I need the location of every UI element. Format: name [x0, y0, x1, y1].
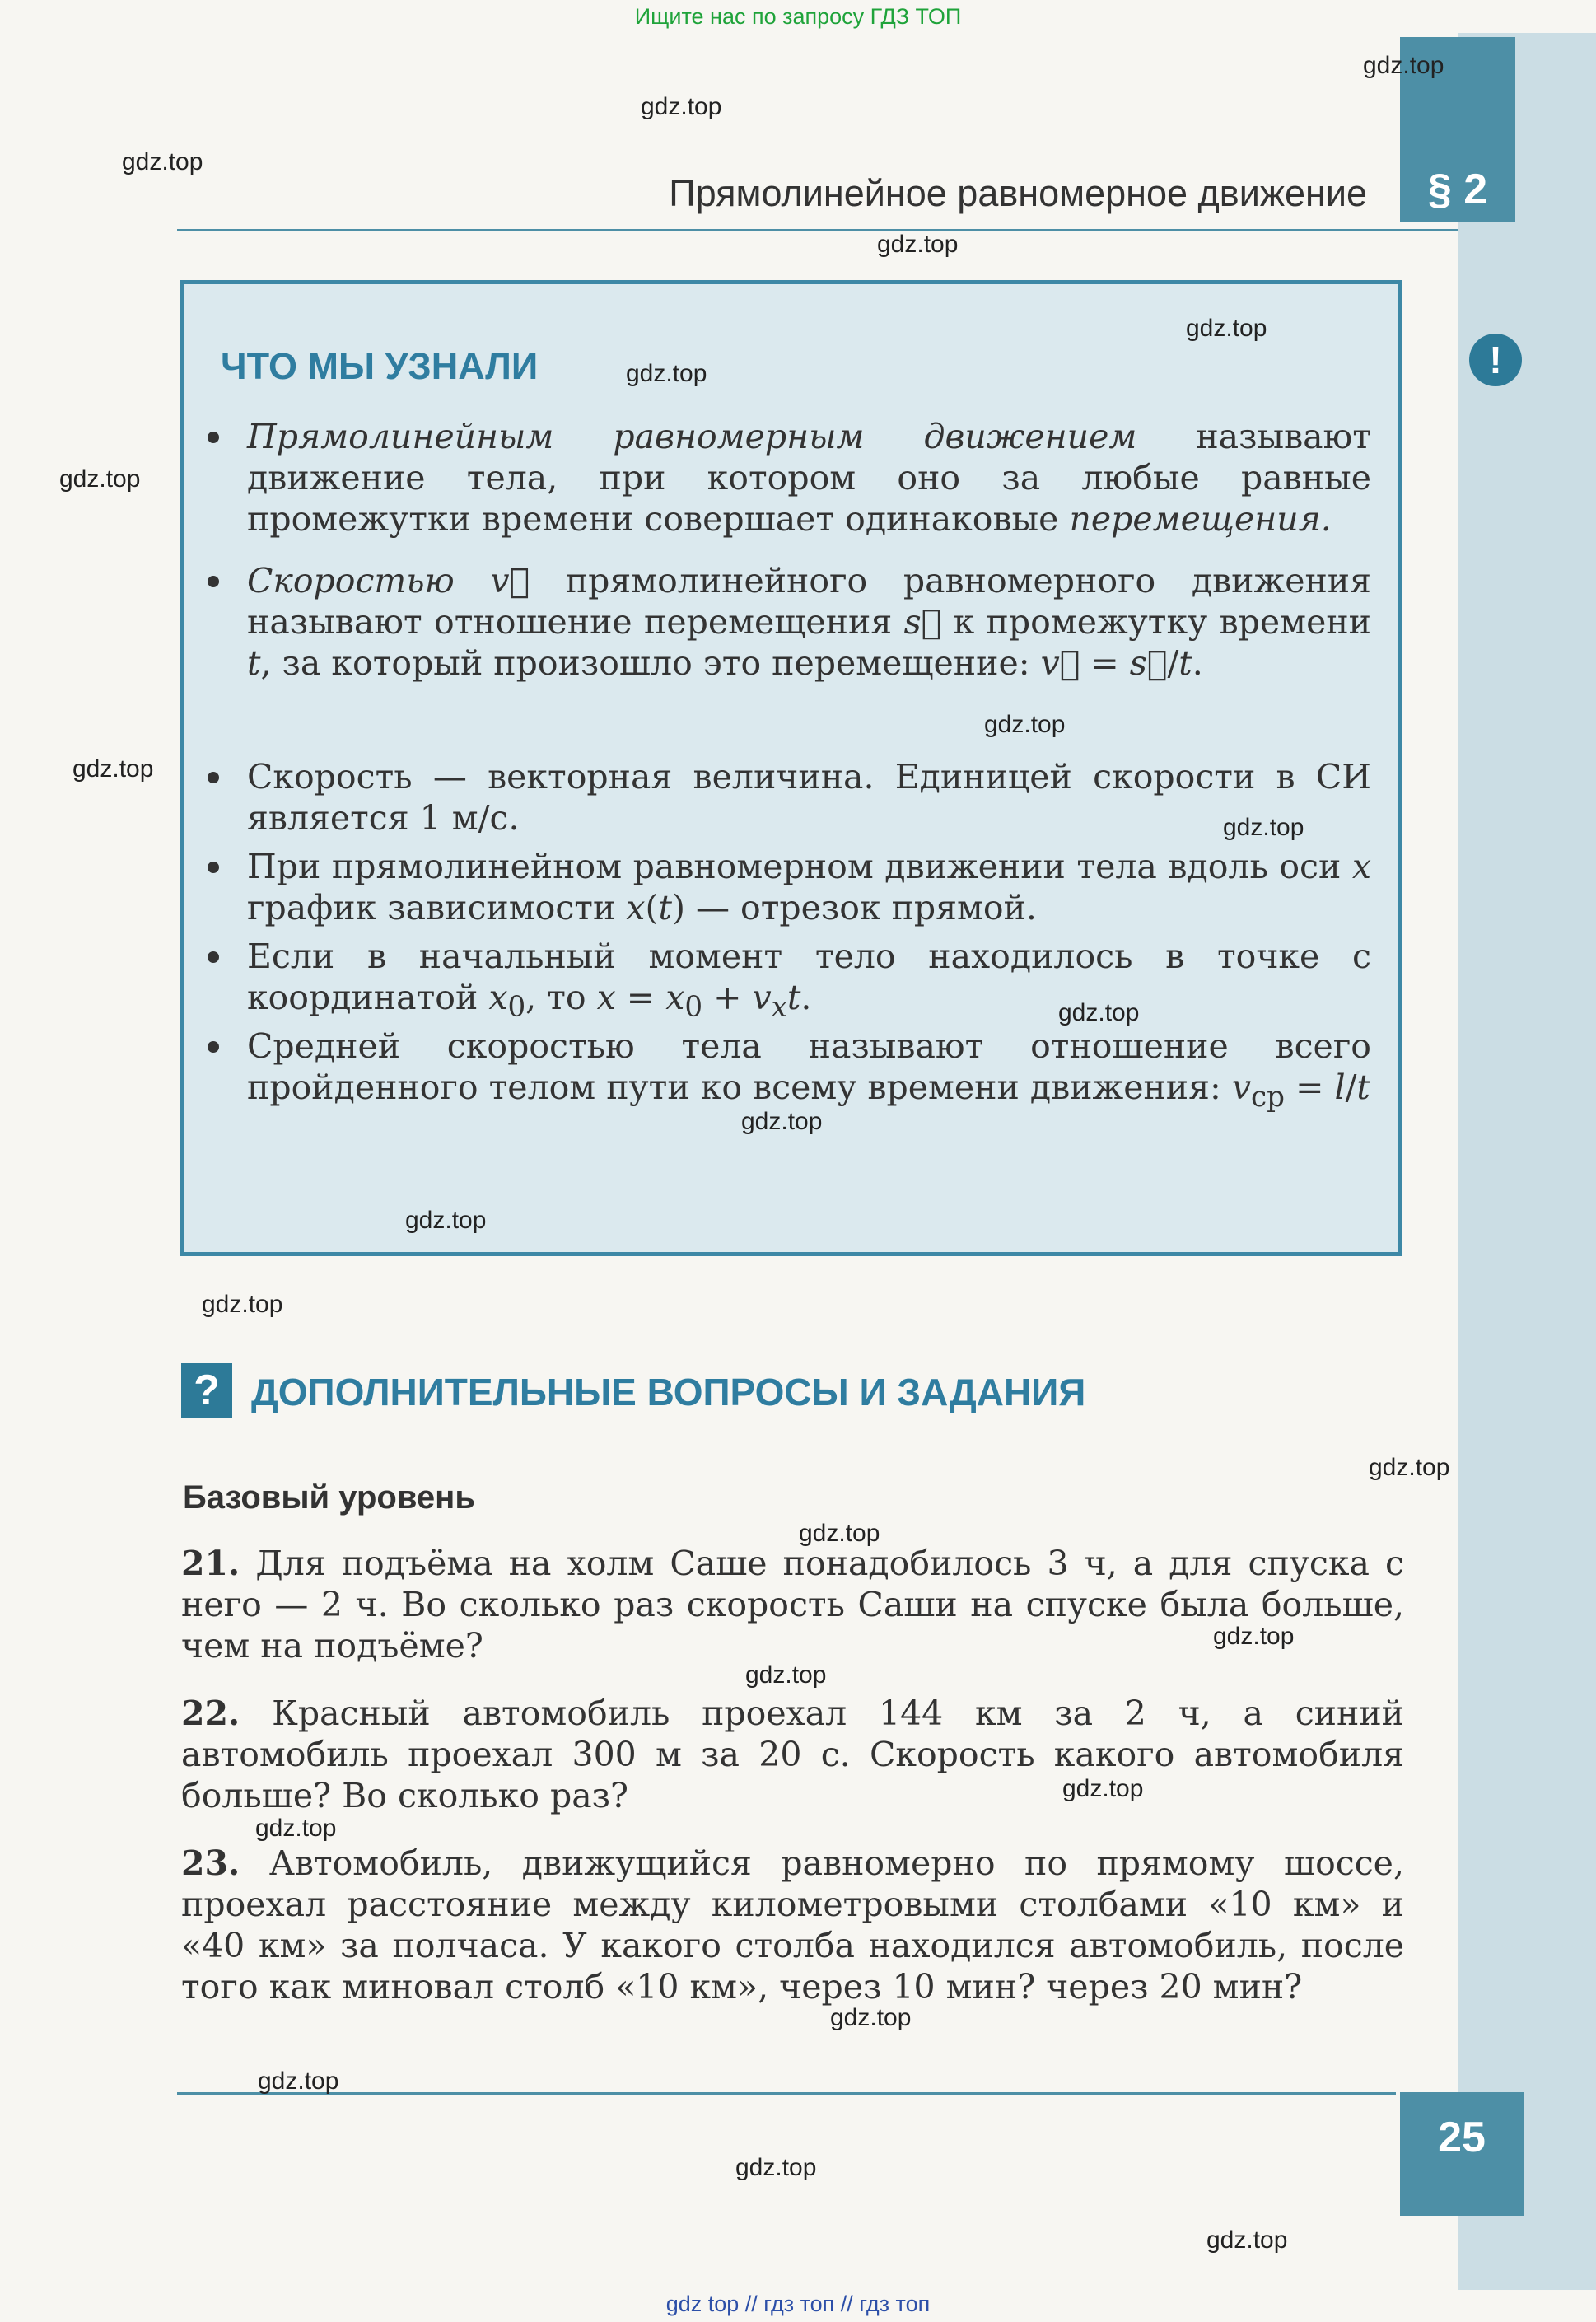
watermark: gdz.top	[735, 2154, 817, 2181]
watermark: gdz.top	[1206, 2226, 1288, 2254]
watermark: gdz.top	[1369, 1454, 1450, 1481]
question-icon: ?	[181, 1363, 232, 1418]
bullet-icon	[208, 1041, 219, 1053]
watermark: gdz.top	[258, 2067, 339, 2095]
questions-heading: ДОПОЛНИТЕЛЬНЫЕ ВОПРОСЫ И ЗАДАНИЯ	[251, 1371, 1086, 1413]
watermark: gdz.top	[1223, 814, 1304, 841]
top-banner[interactable]: Ищите нас по запросу ГДЗ ТОП	[634, 4, 962, 29]
watermark: gdz.top	[799, 1520, 880, 1547]
summary-item-text: Скоростью v⃗ прямолинейного равномерного движения называют отношение перемещения s⃗ к промежутку времени t, за который произошло это перемещение: v⃗ = s⃗/t.	[247, 561, 1371, 683]
watermark: gdz.top	[72, 755, 154, 783]
watermark: gdz.top	[1062, 1775, 1144, 1802]
bullet-icon	[208, 772, 219, 783]
summary-item-text: Если в начальный момент тело находилось в точке с координатой $x_0$, то $x = x_0 + v_xt$.	[247, 937, 1371, 1025]
watermark: gdz.top	[59, 465, 141, 493]
task-item	[181, 1693, 1404, 1816]
bullet-icon	[208, 951, 219, 963]
watermark: gdz.top	[1213, 1623, 1295, 1650]
summary-item-text: Средней скоростью тела называют отношение всего пройденного телом пути ко всему времени движения: $v_{ср} = l/t$	[247, 1026, 1371, 1114]
task-text: Красный автомобиль проехал 144 км за 2 ч, а синий автомобиль проехал 300 м за 20 с. Скорость какого автомобиля больше? Во сколько раз?	[181, 1694, 1404, 1815]
summary-heading: ЧТО МЫ УЗНАЛИ	[221, 345, 539, 387]
summary-item	[247, 846, 1371, 928]
task-number: 23.	[181, 1843, 240, 1883]
summary-item-text: Скорость — векторная величина. Единицей скорости в СИ является 1 м/с.	[247, 757, 1371, 838]
summary-item	[247, 756, 1371, 839]
watermark: gdz.top	[122, 148, 203, 175]
bottom-banner[interactable]: gdz top // гдз топ // гдз топ	[665, 2292, 931, 2316]
page-title: Прямолинейное равномерное движение	[669, 172, 1367, 214]
watermark: gdz.top	[1058, 999, 1140, 1026]
watermark: gdz.top	[641, 93, 722, 120]
page-number: 25	[1438, 2114, 1486, 2161]
bullet-icon	[208, 862, 219, 873]
level-heading: Базовый уровень	[183, 1479, 475, 1516]
header-rule	[177, 229, 1458, 231]
bullet-icon	[208, 576, 219, 587]
watermark: gdz.top	[1186, 315, 1267, 342]
task-text: Для подъёма на холм Саше понадобилось 3 ч, а для спуска с него — 2 ч. Во сколько раз скорость Саши на спуске была больше, чем на подъёме?	[181, 1544, 1404, 1666]
watermark: gdz.top	[830, 2004, 912, 2031]
watermark: gdz.top	[626, 360, 707, 387]
watermark: gdz.top	[741, 1108, 823, 1135]
bottom-rule	[177, 2092, 1396, 2095]
watermark: gdz.top	[877, 231, 959, 258]
watermark: gdz.top	[1363, 52, 1444, 79]
summary-item	[247, 560, 1371, 684]
important-icon: !	[1469, 334, 1522, 386]
task-number: 21.	[181, 1544, 240, 1583]
watermark: gdz.top	[984, 711, 1066, 738]
bullet-icon	[208, 432, 219, 443]
summary-item-text: Прямолинейным равномерным движением называют движение тела, при котором оно за любые равные промежутки времени совершает одинаковые перемещения.	[247, 417, 1371, 539]
watermark: gdz.top	[255, 1815, 337, 1842]
task-number: 22.	[181, 1694, 240, 1733]
summary-item	[247, 416, 1371, 540]
section-label: § 2	[1427, 166, 1488, 213]
summary-item	[247, 936, 1371, 1028]
summary-item-text: При прямолинейном равномерном движении тела вдоль оси x график зависимости x(t) — отрезок прямой.	[247, 847, 1371, 927]
watermark: gdz.top	[405, 1207, 487, 1234]
task-text: Автомобиль, движущийся равномерно по прямому шоссе, проехал расстояние между километровыми столбами «10 км» и «40 км» за полчаса. У какого столба находился автомобиль, после того как миновал столб «10 км», через 10 мин? через 20 мин?	[181, 1843, 1404, 2007]
watermark: gdz.top	[202, 1291, 283, 1318]
summary-item	[247, 1026, 1371, 1118]
task-item	[181, 1843, 1404, 2007]
watermark: gdz.top	[745, 1661, 827, 1689]
